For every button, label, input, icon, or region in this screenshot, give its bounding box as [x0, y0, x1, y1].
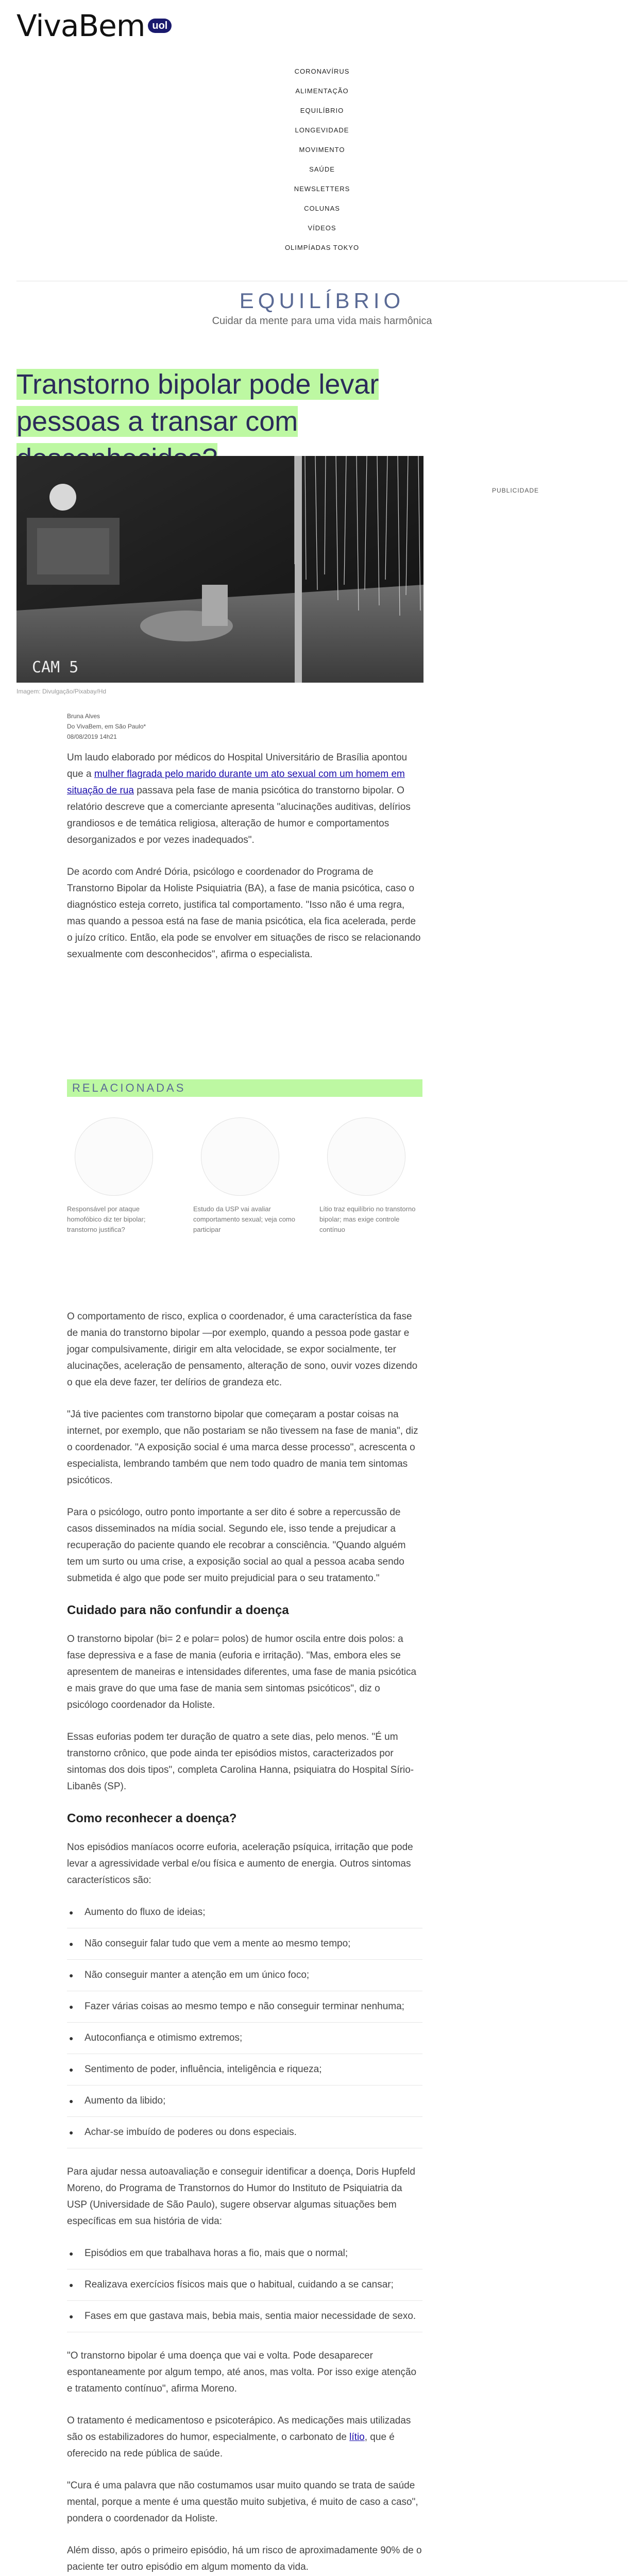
- related-card[interactable]: [319, 1117, 422, 1235]
- section-name[interactable]: EQUILÍBRIO: [239, 289, 405, 313]
- paragraph: O tratamento é medicamentoso e psicoterápico. As medicações mais utilizadas são os estabilizadores do humor, especialmente, o carbonato de lítio, que é oferecido na rede pública de saúde.: [67, 2415, 411, 2459]
- menu-item-newsletters[interactable]: NEWSLETTERS: [294, 185, 350, 193]
- list-item: ● Episódios em que trabalhava horas a fio, mais que o normal;: [67, 2245, 422, 2269]
- symptom-list: [67, 1904, 422, 2148]
- subheading: Cuidado para não confundir a doença: [67, 1603, 289, 1617]
- paragraph: Para o psicólogo, outro ponto importante a ser dito é sobre a repercussão de casos disseminados na mídia social. Segundo ele, isso tende a prejudicar a recuperação do paciente quando ele recobrar a consciência. "Quando alguém tem um surto ou uma crise, a exposição social ao qual a pessoa acaba sendo submetida é algo que pode ser muito prejudicial para o seu tratamento.": [67, 1507, 406, 1584]
- article-title-text: Transtorno bipolar pode levar pessoas a transar com: [16, 369, 379, 474]
- paragraph: Essas euforias podem ter duração de quatro a sete dias, pelo menos. "É um transtorno crônico, que pode ainda ter episódios mistos, caracterizados por sintomas dos dois tipos", completa Carolina Hanna, psiquiatra do Hospital Sírio-Libanês (SP).: [67, 1732, 414, 1792]
- related-card[interactable]: [193, 1117, 296, 1235]
- related-section: [67, 1079, 422, 1235]
- inline-link[interactable]: mulher flagrada pelo marido durante um ato sexual com um homem em situação de rua: [67, 769, 405, 796]
- ad-label: PUBLICIDADE: [492, 487, 539, 494]
- related-card-text[interactable]: Estudo da USP vai avaliar comportamento sexual; veja como participar: [193, 1205, 295, 1233]
- related-title: RELACIONADAS: [67, 1079, 422, 1097]
- paragraph: "O transtorno bipolar é uma doença que vai e volta. Pode desaparecer espontaneamente por algum tempo, até anos, mas volta. Por isso exige atenção e tratamento contínuo", afirma Moreno.: [67, 2350, 417, 2394]
- paragraph: Para ajudar nessa autoavaliação e conseguir identificar a doença, Doris Hupfeld Moreno, do Programa de Transtornos do Humor do Instituto de Psiquiatria da USP (Universidade de São Paulo), sugere observar algumas situações bem específicas em sua história de vida:: [67, 2166, 415, 2227]
- list-item: ● Achar-se imbuído de poderes ou dons especiais.: [67, 2124, 422, 2148]
- list-item: ● Fases em que gastava mais, bebia mais, sentia maior necessidade de sexo.: [67, 2308, 422, 2332]
- menu-item-movimento[interactable]: MOVIMENTO: [299, 146, 345, 154]
- list-item: ● Realizava exercícios físicos mais que o habitual, cuidando a se cansar;: [67, 2277, 422, 2301]
- paragraph: De acordo com André Dória, psicólogo e coordenador do Programa de Transtorno Bipolar da Holiste Psiquiatria (BA), a fase de mania psicótica, caso o diagnóstico esteja correto, justifica tal comportamento. "Isso não é uma regra, mas quando a pessoa está na fase de mania psicótica, ela fica acelerada, perde o juízo crítico. Então, ela pode se envolver em situações de risco se relacionando sexualmente com desconhecidos", afirma o especialista.: [67, 867, 421, 960]
- site-header: [0, 0, 644, 52]
- menu-item-saude[interactable]: SAÚDE: [309, 165, 335, 173]
- related-thumbnail[interactable]: [201, 1117, 279, 1196]
- list-item: ● Aumento da libido;: [67, 2093, 422, 2117]
- menu-item-equilibrio[interactable]: EQUILÍBRIO: [300, 107, 344, 114]
- list-item: ● Autoconfiança e otimismo extremos;: [67, 2030, 422, 2054]
- situation-list: [67, 2245, 422, 2332]
- paragraph: Além disso, após o primeiro episódio, há um risco de aproximadamente 90% de o paciente ter outro episódio em algum momento da vida.: [67, 2545, 422, 2572]
- paragraph: O transtorno bipolar (bi= 2 e polar= polos) de humor oscila entre dois polos: a fase depressiva e a fase de mania (euforia e irritação). "Mas, embora eles se apresentem de maneiras e intensidades diferentes, uma fase de mania psicótica e mais grave do que uma fase de mania sem sintomas psicóticos", diz o psicólogo coordenador da Holiste.: [67, 1634, 417, 1710]
- subheading: Como reconhecer a doença?: [67, 1811, 237, 1825]
- author: Bruna Alves: [67, 713, 100, 720]
- list-item: ● Não conseguir falar tudo que vem a mente ao mesmo tempo;: [67, 1936, 422, 1960]
- menu-item-olimpiadas[interactable]: OLIMPÍADAS TOKYO: [284, 244, 360, 251]
- paragraph: "Cura é uma palavra que não costumamos usar muito quando se trata de saúde mental, porque a mente é uma questão muito subjetiva, é muito de caso a caso", pondera o coordenador da Holiste.: [67, 2480, 418, 2524]
- cam-label: CAM 5: [32, 658, 79, 676]
- menu-item-colunas[interactable]: COLUNAS: [304, 205, 340, 212]
- list-item: ● Não conseguir manter a atenção em um único foco;: [67, 1967, 422, 1991]
- photo-caption: Imagem: Divulgação/Pixabay/Hd: [16, 688, 107, 695]
- article-body-top: [67, 750, 422, 978]
- list-item: ● Fazer várias coisas ao mesmo tempo e não conseguir terminar nenhuma;: [67, 1998, 422, 2023]
- article-photo: [16, 456, 423, 683]
- byline: [67, 711, 146, 742]
- related-thumbnail[interactable]: [75, 1117, 153, 1196]
- menu-item-videos[interactable]: VÍDEOS: [308, 224, 336, 232]
- related-thumbnail[interactable]: [327, 1117, 405, 1196]
- logo-text: VivaBem: [16, 8, 145, 43]
- cctv-image: [16, 456, 423, 683]
- uol-badge: uol: [148, 19, 172, 33]
- menu-item-coronavirus[interactable]: CORONAVÍRUS: [294, 67, 350, 75]
- paragraph: Nos episódios maníacos ocorre euforia, aceleração psíquica, irritação que pode levar a agressividade verbal e/ou física e aumento de energia. Outros sintomas característicos são:: [67, 1842, 413, 1886]
- article-body: [67, 1309, 422, 2576]
- publish-date: 08/08/2019 14h21: [67, 733, 117, 740]
- paragraph: "Já tive pacientes com transtorno bipolar que começaram a postar coisas na internet, por exemplo, que não postariam se não tivessem na fase de mania", diz o coordenador. "A exposição social é uma marca desse processo", acrescenta o especialista, lembrando também que nem todo quadro de mania tem sintomas psicóticos.: [67, 1409, 418, 1486]
- list-item: ● Aumento do fluxo de ideias;: [67, 1904, 422, 1928]
- section-tagline: Cuidar da mente para uma vida mais harmônica: [212, 315, 432, 327]
- related-card[interactable]: [67, 1117, 170, 1235]
- related-card-text[interactable]: Responsável por ataque homofóbico diz ter bipolar; transtorno justifica?: [67, 1205, 146, 1233]
- related-card-text[interactable]: Lítio traz equilíbrio no transtorno bipolar; mas exige controle contínuo: [319, 1205, 416, 1233]
- paragraph: Um laudo elaborado por médicos do Hospital Universitário de Brasília apontou que a mulher flagrada pelo marido durante um ato sexual com um homem em situação de rua passava pela fase de mania psicótica do transtorno bipolar. O relatório descreve que a comerciante apresenta "alucinações auditivas, delírios grandiosos e de temática religiosa, alteração de humor e comportamentos desorganizados e por vezes inadequados".: [67, 752, 411, 845]
- main-menu: [0, 62, 644, 258]
- site-logo[interactable]: [16, 10, 172, 41]
- menu-item-longevidade[interactable]: LONGEVIDADE: [295, 126, 349, 134]
- section-header: [0, 289, 644, 327]
- paragraph: O comportamento de risco, explica o coordenador, é uma característica da fase de mania do transtorno bipolar —por exemplo, quando a pessoa pode gastar e jogar compulsivamente, dirigir em alta velocidade, se expor socialmente, ter alucinações, aceleração de pensamento, alteração de sono, ouvir vozes dizendo o que ela deve fazer, ter delírios de grandeza etc.: [67, 1311, 418, 1388]
- outlet: Do VivaBem, em São Paulo*: [67, 723, 146, 730]
- list-item: ● Sentimento de poder, influência, inteligência e riqueza;: [67, 2061, 422, 2086]
- menu-item-alimentacao[interactable]: ALIMENTAÇÃO: [295, 87, 349, 95]
- inline-link[interactable]: lítio: [349, 2432, 365, 2443]
